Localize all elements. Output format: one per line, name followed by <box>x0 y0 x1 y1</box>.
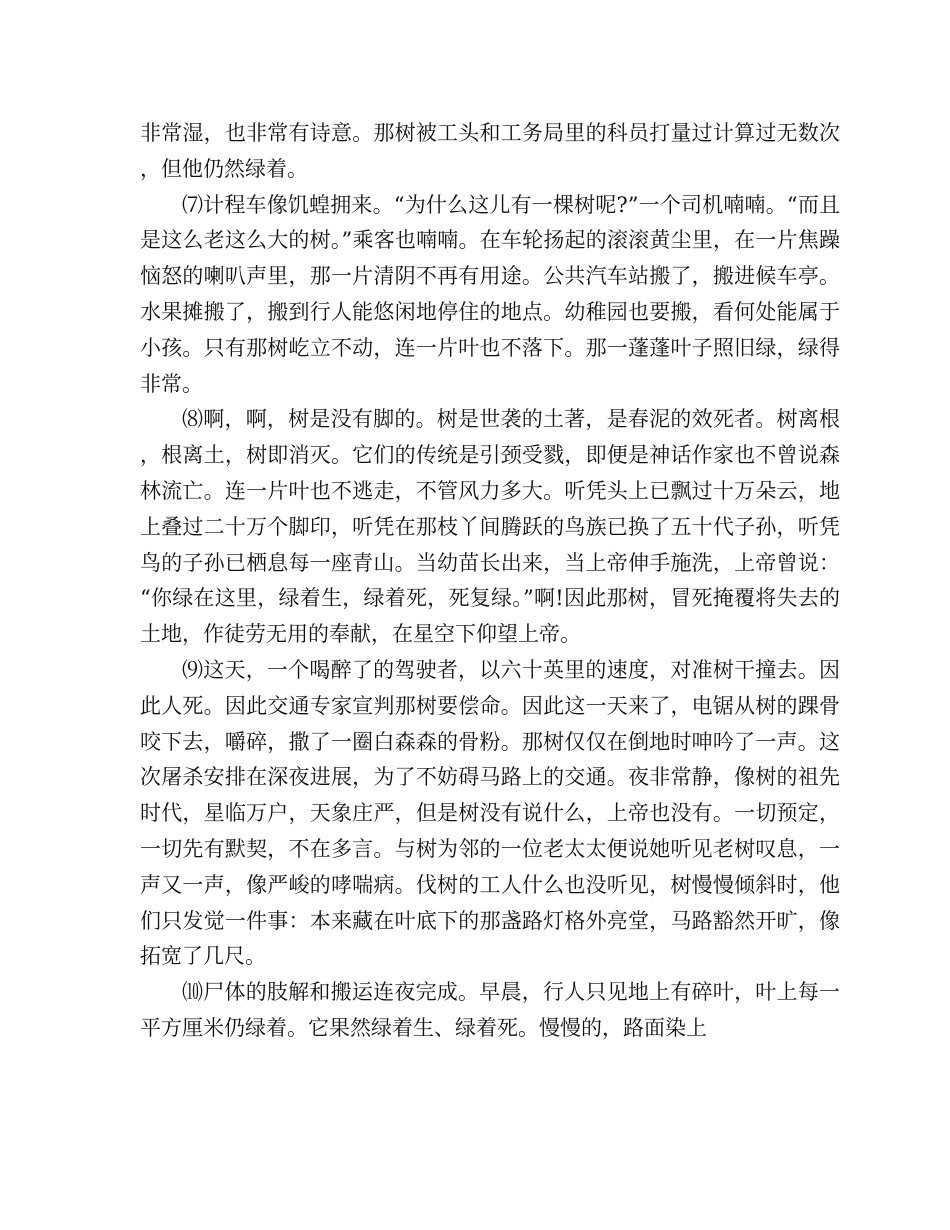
paragraph-continuation: 非常湿，也非常有诗意。那树被工头和工务局里的科员打量过计算过无数次，但他仍然绿着。 <box>140 121 840 181</box>
paragraph-8: ⑻啊，啊，树是没有脚的。树是世袭的土著，是春泥的效死者。树离根，根离土，树即消灭。它们的传统是引颈受戮，即便是神话作家也不曾说森林流亡。连一片叶也不逃走，不管风力多大。听凭头上已飘过十万朵云，地上叠过二十万个脚印，听凭在那枝丫间腾跃的鸟族已换了五十代子孙，听凭鸟的子孙已栖息每一座青山。当幼苗长出来，当上帝伸手施洗，上帝曾说：“你绿在这里，绿着生，绿着死，死复绿。”啊!因此那树，冒死掩覆将失去的土地，作徒劳无用的奉献，在星空下仰望上帝。 <box>140 407 840 647</box>
paragraph-9: ⑼这天，一个喝醉了的驾驶者，以六十英里的速度，对准树干撞去。因此人死。因此交通专家宣判那树要偿命。因此这一天来了，电锯从树的踝骨咬下去，嚼碎，撒了一圈白森森的骨粉。那树仅仅在倒地时呻吟了一声。这次屠杀安排在深夜进展，为了不妨碍马路上的交通。夜非常静，像树的祖先时代，星临万户，天象庄严，但是树没有说什么，上帝也没有。一切预定，一切先有默契，不在多言。与树为邻的一位老太太便说她听见老树叹息，一声又一声，像严峻的哮喘病。伐树的工人什么也没听见，树慢慢倾斜时，他们只发觉一件事：本来藏在叶底下的那盏路灯格外亮堂，马路豁然开旷，像拓宽了几尺。 <box>140 657 840 969</box>
paragraph-7: ⑺计程车像饥蝗拥来。“为什么这儿有一棵树呢?”一个司机喃喃。“而且是这么老这么大的树。”乘客也喃喃。在车轮扬起的滚滚黄尘里，在一片焦躁恼怒的喇叭声里，那一片清阴不再有用途。公共汽车站搬了，搬进候车亭。水果摊搬了，搬到行人能悠闲地停住的地点。幼稚园也要搬，看何处能属于小孩。只有那树屹立不动，连一片叶也不落下。那一蓬蓬叶子照旧绿，绿得非常。 <box>140 192 840 396</box>
paragraph-10: ⑽尸体的肢解和搬运连夜完成。早晨，行人只见地上有碎叶，叶上每一平方厘米仍绿着。它果然绿着生、绿着死。慢慢的，路面染上 <box>140 980 840 1040</box>
article-body <box>140 116 840 1047</box>
